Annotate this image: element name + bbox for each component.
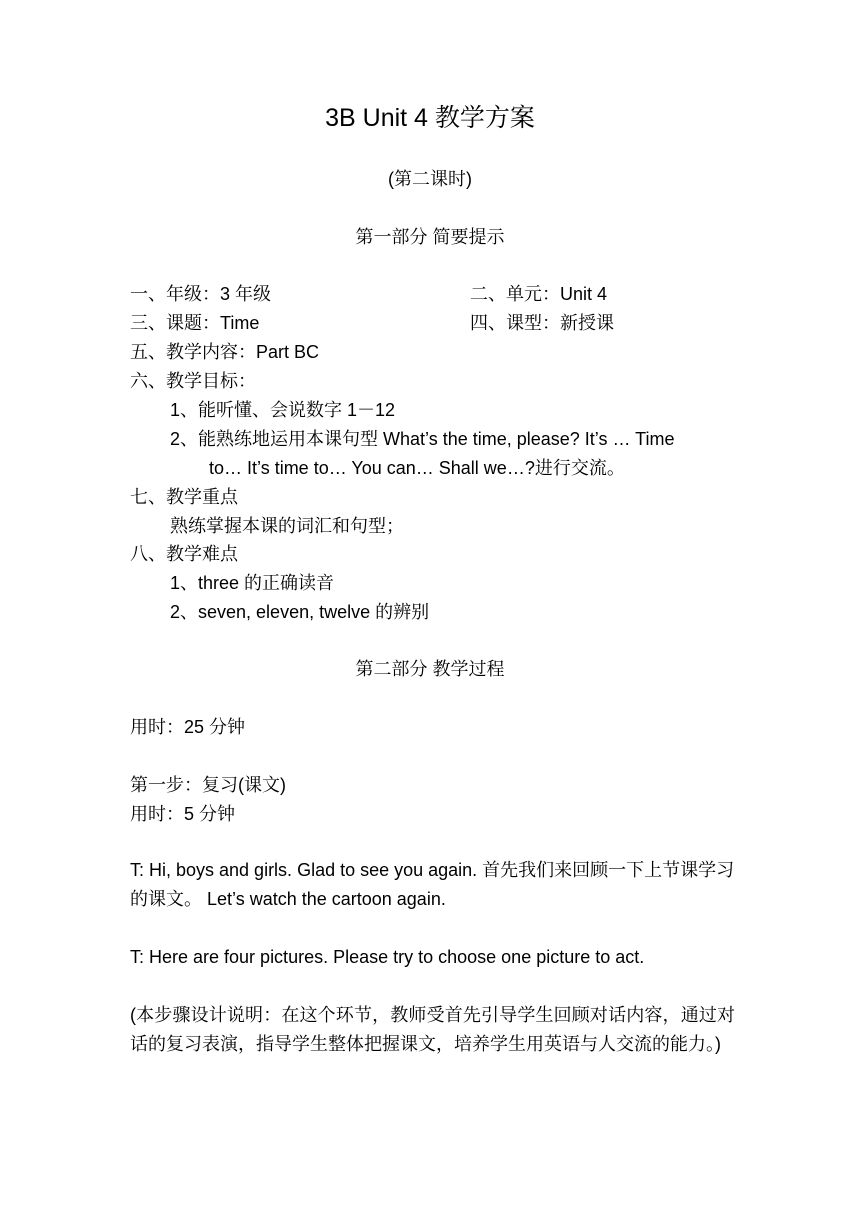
part2-heading: 第二部分 教学过程 [355,659,505,679]
difficulties-heading: 八、教学难点 [130,544,238,564]
key-points-heading: 七、教学重点 [130,487,238,507]
info-content: 五、教学内容：Part BC [130,342,320,362]
design-note: (本步骤设计说明：在这个环节，教师受首先引导学生回顾对话内容，通过对话的复习表演，指导学生整体把握课文，培养学生用英语与人交流的能力。) [130,1005,735,1054]
dialogue-paragraph-1: T: Hi, boys and girls. Glad to see you again. 首先我们来回顾一下上节课学习的课文。 Let’s watch the cartoon again. [130,860,735,909]
difficulty-item-1: 1、three 的正确读音 [170,573,335,593]
difficulty-item-2: 2、seven, eleven, twelve 的辨别 [170,602,430,622]
goals-heading: 六、教学目标： [130,371,256,391]
info-topic: 三、课题：Time [130,313,260,333]
info-unit: 二、单元：Unit 4 [470,284,608,304]
lesson-subtitle: (第二课时) [388,169,472,189]
document-title: 3B Unit 4 教学方案 [325,104,535,132]
goal-item-2-line1: 2、能熟练地运用本课句型 What’s the time, please? It’s … Time [170,429,675,449]
key-points-text: 熟练掌握本课的词汇和句型； [170,516,404,536]
total-time: 用时：25 分钟 [130,717,246,737]
dialogue-paragraph-2: T: Here are four pictures. Please try to choose one picture to act. [130,947,645,967]
goal-item-1: 1、能听懂、会说数字 1－12 [170,400,396,420]
goal-item-2-line2: to… It’s time to… You can… Shall we…?进行交流。 [209,458,625,478]
step1-title: 第一步：复习(课文) [130,775,286,795]
part1-heading: 第一部分 简要提示 [355,227,505,247]
step1-time: 用时：5 分钟 [130,804,236,824]
info-grade: 一、年级：3 年级 [130,284,272,304]
info-lesson-type: 四、课型：新授课 [470,313,614,333]
